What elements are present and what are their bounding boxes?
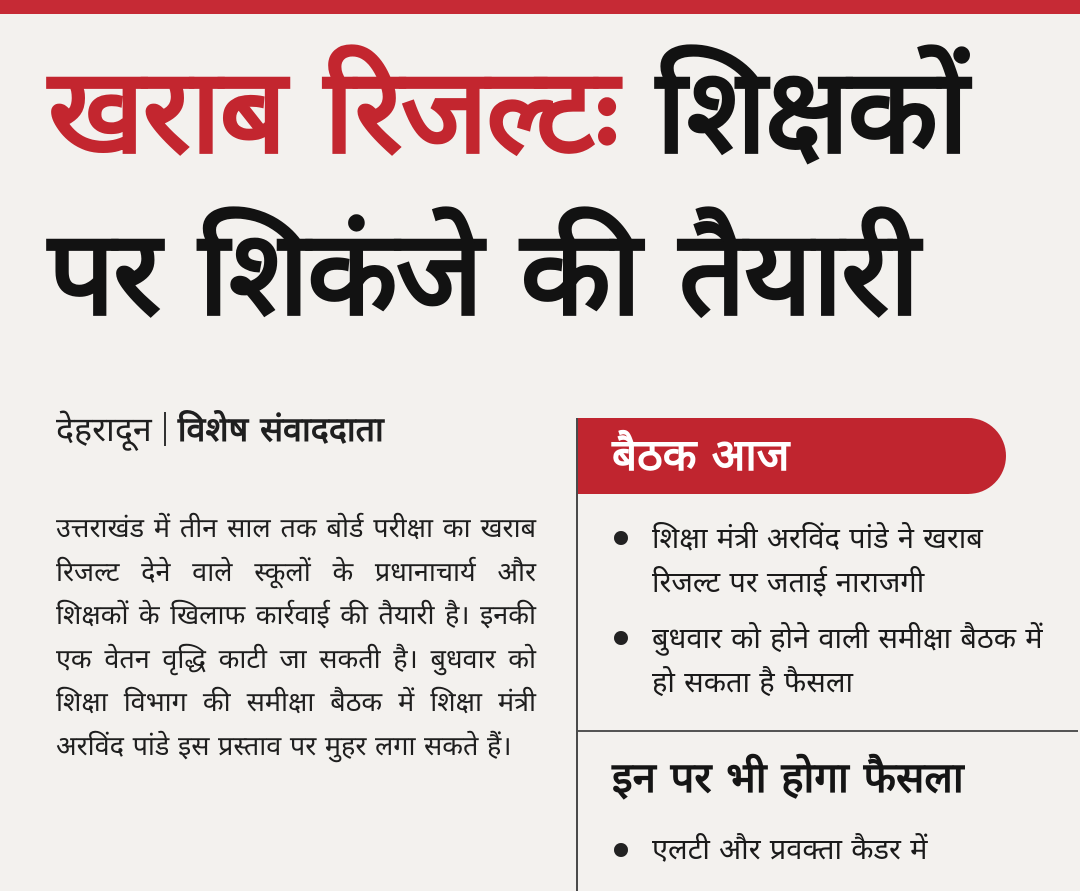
byline-separator (164, 412, 166, 446)
byline-reporter: विशेष संवाददाता (177, 410, 384, 450)
article-body: उत्तराखंड में तीन साल तक बोर्ड परीक्षा का खराब रिजल्ट देने वाले स्कूलों के प्रधानाचार्य और शिक्षकों के खिलाफ कार्रवाई की तैयारी है। इनकी एक वेतन वृद्धि काटी जा सकती है। बुधवार को शिक्षा विभाग की समीक्षा बैठक में शिक्षा मंत्री अरविंद पांडे इस प्रस्ताव पर मुहर लगा सकते हैं। (56, 513, 536, 762)
bullet-dot-icon (614, 631, 628, 645)
sidebar-divider (578, 730, 1078, 732)
sidebar-bullet-text: एलटी और प्रवक्ता कैडर में (652, 832, 928, 866)
sidebar-banner: बैठक आज (578, 418, 1006, 494)
headline-black-part-2: पर शिकंजे की तैयारी (48, 204, 918, 342)
bullet-dot-icon (614, 531, 628, 545)
top-red-rule (0, 0, 1080, 14)
headline (48, 30, 1058, 354)
sidebar-bullet (614, 516, 1054, 604)
bullet-dot-icon (614, 843, 628, 857)
sidebar-box (576, 418, 1080, 891)
sidebar-bullet-list-2 (614, 828, 1054, 882)
sidebar-subhead: इन पर भी होगा फैसला (612, 753, 964, 802)
sidebar-bullet (614, 828, 1054, 870)
byline-city: देहरादून (56, 410, 152, 450)
headline-black-part-1: शिक्षकों (656, 42, 967, 180)
sidebar-bullet-text: बुधवार को होने वाली समीक्षा बैठक में हो सकता है फैसला (652, 621, 1043, 699)
headline-red-part: खराब रिजल्टः (48, 42, 617, 180)
byline (56, 408, 384, 452)
sidebar-bullet (614, 616, 1054, 704)
sidebar-bullet-list (614, 516, 1054, 716)
sidebar-bullet-text: शिक्षा मंत्री अरविंद पांडे ने खराब रिजल्ट पर जताई नाराजगी (652, 521, 983, 599)
